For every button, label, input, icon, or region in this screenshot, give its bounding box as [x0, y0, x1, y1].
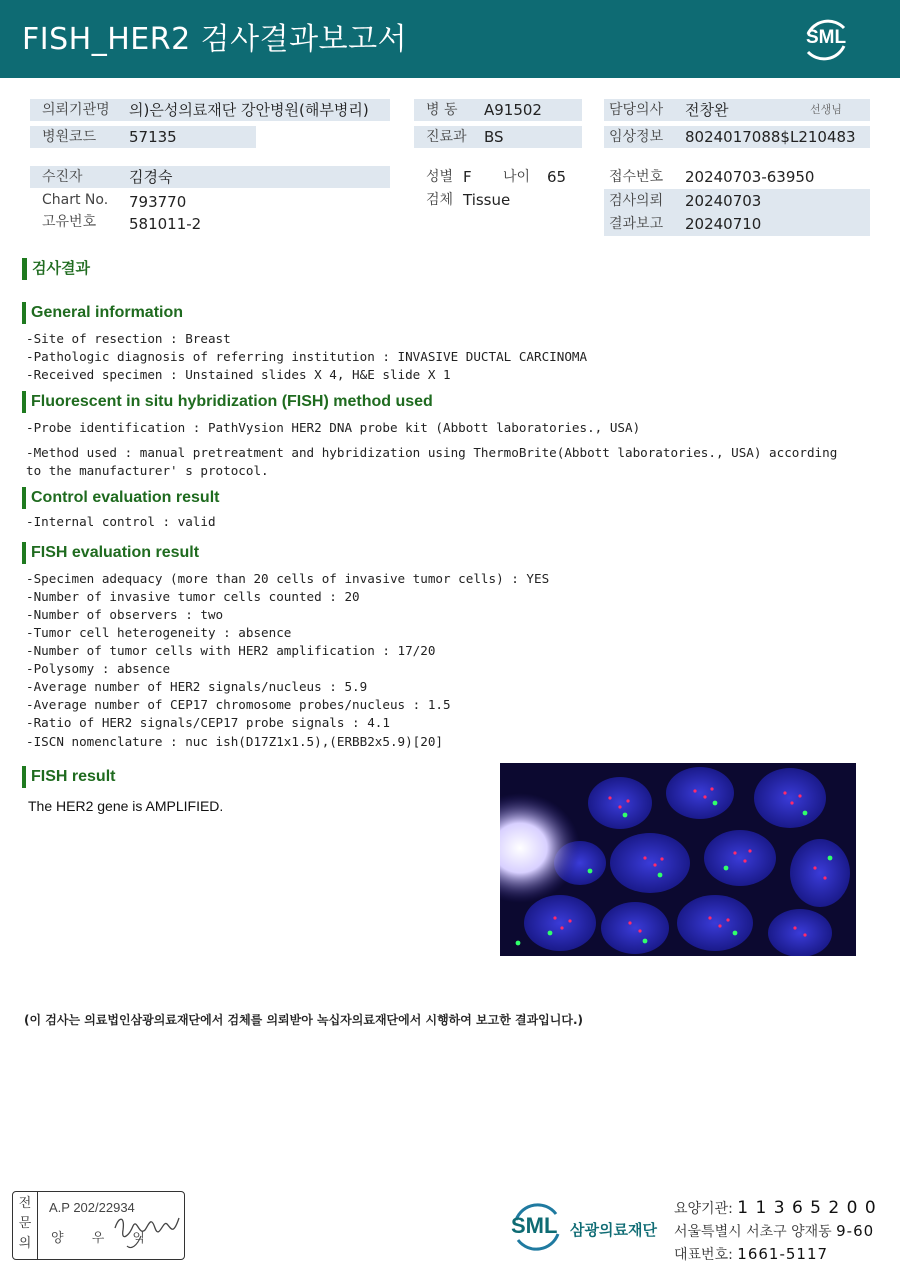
footer-phone-label: 대표번호:	[674, 1247, 733, 1263]
sml-logo-icon	[798, 12, 854, 68]
eval-line: -Average number of HER2 signals/nucleus : 5.9	[26, 679, 368, 694]
request-org-value: 의)은성의료재단 강안병원(해부병리)	[129, 101, 369, 119]
stamp-name: 양 우 익	[51, 1231, 157, 1246]
sex-label: 성별	[426, 169, 454, 185]
request-org-label: 의뢰기관명	[42, 102, 110, 118]
age-value: 65	[547, 168, 567, 186]
stamp-side-char: 의	[18, 1236, 32, 1251]
doctor-suffix: 선생님	[810, 103, 842, 116]
clinical-label: 임상정보	[609, 129, 664, 145]
chart-label: Chart No.	[42, 192, 109, 208]
eval-line: -Number of tumor cells with HER2 amplification : 17/20	[26, 643, 436, 658]
pathologist-stamp	[12, 1191, 185, 1260]
footer-logo-text: SML	[511, 1213, 558, 1238]
general-info-line: -Site of resection : Breast	[26, 331, 231, 346]
receipt-value: 20240703-63950	[685, 168, 815, 186]
request-value: 20240703	[685, 192, 762, 210]
method-line: to the manufacturer' s protocol.	[26, 463, 269, 478]
unique-value: 581011-2	[129, 215, 202, 233]
footer-address	[674, 1221, 874, 1241]
doctor-label: 담당의사	[609, 102, 664, 118]
eval-line: -Polysomy : absence	[26, 661, 171, 676]
unique-label: 고유번호	[42, 214, 97, 230]
sex-value: F	[463, 168, 472, 186]
report-header	[0, 0, 900, 78]
doctor-value: 전창완	[685, 101, 729, 119]
clinical-value: 8024017088$L210483	[685, 128, 856, 146]
stamp-side-char: 문	[18, 1216, 32, 1231]
footer-code-label: 요양기관:	[674, 1201, 733, 1217]
control-line: -Internal control : valid	[26, 514, 216, 529]
general-info-line: -Received specimen : Unstained slides X 4, H&E slide X 1	[26, 367, 451, 382]
specimen-label: 검체	[426, 192, 454, 208]
eval-line: -ISCN nomenclature : nuc ish(D17Z1x1.5),(ERBB2x5.9)[20]	[26, 734, 444, 749]
fish-micrograph-image	[500, 763, 856, 956]
eval-line: -Ratio of HER2 signals/CEP17 probe signals : 4.1	[26, 715, 390, 730]
stamp-side-label	[13, 1192, 38, 1259]
hospital-code-value: 57135	[129, 128, 177, 146]
footer-code	[674, 1198, 877, 1218]
report-value: 20240710	[685, 215, 762, 233]
eval-line: -Tumor cell heterogeneity : absence	[26, 625, 292, 640]
ward-value: A91502	[484, 101, 542, 119]
footer-phone-value: 1661-5117	[737, 1245, 829, 1263]
method-line: -Method used : manual pretreatment and hybridization using ThermoBrite(Abbott laboratories., USA) according	[26, 445, 838, 460]
chart-value: 793770	[129, 193, 187, 211]
results-heading: 검사결과	[22, 258, 90, 280]
footer-address-label: 서울특별시 서초구 양재동	[674, 1224, 832, 1240]
referral-note: (이 검사는 의료법인삼광의료재단에서 검체를 의뢰받아 녹십자의료재단에서 시행하여 보고한 결과입니다.)	[24, 1013, 584, 1027]
specimen-value: Tissue	[463, 191, 511, 209]
age-label: 나이	[503, 169, 531, 185]
stamp-ap-number: A.P 202/22934	[49, 1200, 135, 1215]
patient-label: 수진자	[42, 169, 83, 185]
eval-title: FISH evaluation result	[22, 542, 199, 564]
footer-address-value: 9-60	[836, 1222, 875, 1240]
receipt-label: 접수번호	[609, 169, 664, 185]
report-title: FISH_HER2 검사결과보고서	[22, 22, 408, 57]
hospital-code-label: 병원코드	[42, 129, 97, 145]
eval-line: -Specimen adequacy (more than 20 cells of invasive tumor cells) : YES	[26, 571, 550, 586]
general-info-line: -Pathologic diagnosis of referring institution : INVASIVE DUCTAL CARCINOMA	[26, 349, 588, 364]
stamp-side-char: 전	[18, 1196, 32, 1211]
patient-value: 김경숙	[129, 168, 173, 186]
logo-text: SML	[805, 27, 847, 48]
fish-result-title: FISH result	[22, 766, 115, 788]
eval-line: -Average number of CEP17 chromosome probes/nucleus : 1.5	[26, 697, 451, 712]
eval-line: -Number of observers : two	[26, 607, 224, 622]
fish-result-text: The HER2 gene is AMPLIFIED.	[28, 798, 224, 814]
patient-row	[30, 166, 390, 188]
dept-label: 진료과	[426, 129, 467, 145]
request-label: 검사의뢰	[609, 193, 664, 209]
footer-org-name: 삼광의료재단	[570, 1221, 657, 1239]
ward-label: 병 동	[426, 102, 458, 118]
method-title: Fluorescent in situ hybridization (FISH) method used	[22, 391, 433, 413]
footer-code-value: 1 1 3 6 5 2 0 0	[737, 1198, 877, 1218]
dept-value: BS	[484, 128, 504, 146]
eval-line: -Number of invasive tumor cells counted : 20	[26, 589, 360, 604]
general-info-title: General information	[22, 302, 183, 324]
method-line: -Probe identification : PathVysion HER2 DNA probe kit (Abbott laboratories., USA)	[26, 420, 641, 435]
footer-phone	[674, 1244, 828, 1264]
control-title: Control evaluation result	[22, 487, 219, 509]
report-label: 결과보고	[609, 216, 664, 232]
signature-icon	[111, 1206, 183, 1252]
